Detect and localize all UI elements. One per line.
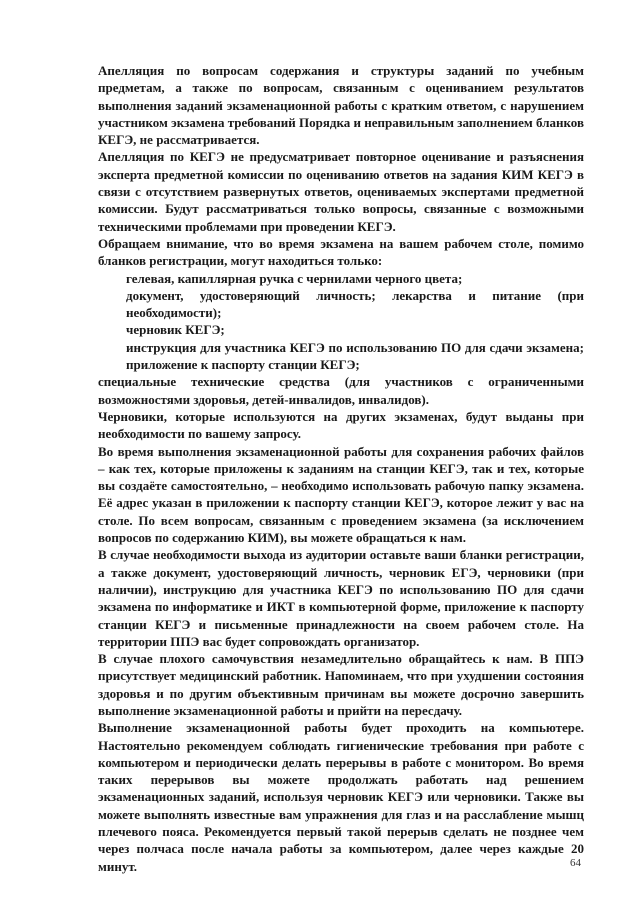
paragraph-drafts: Черновики, которые используются на других экзаменах, будут выданы при необходимости по вашему запросу.: [98, 408, 584, 442]
paragraph-health: В случае плохого самочувствия незамедлительно обращайтесь к нам. В ППЭ присутствует медицинский работник. Напоминаем, что при ухудшении состояния здоровья и по другим объективным причинам вы можете досрочно завершить выполнение экзаменационной работы и прийти на пересдачу.: [98, 651, 584, 718]
allowed-items-list: [98, 270, 584, 408]
list-item: черновик КЕГЭ;: [126, 322, 225, 338]
paragraph-work-folder: Во время выполнения экзаменационной работы для сохранения рабочих файлов – как тех, которые приложены к заданиям на станции КЕГЭ, так и тех, которые вы создаёте самостоятельно, – необходимо использовать рабочую папку экзамена. Её адрес указан в приложении к паспорту станции КЕГЭ, которое лежит у вас на столе. По всем вопросам, связанным с проведением экзамена (за исключением вопросов по содержанию КИМ), вы можете обращаться к нам.: [98, 443, 584, 546]
paragraph-appeal-content: Апелляция по вопросам содержания и структуры заданий по учебным предметам, а также по вопросам, связанным с оцениванием результатов выполнения заданий экзаменационной работы с кратким ответом, с нарушением участником экзамена требований Порядка и неправильным заполнением бланков КЕГЭ, не рассматривается.: [98, 63, 584, 148]
paragraph-appeal-kege: Апелляция по КЕГЭ не предусматривает повторное оценивание и разъяснения эксперта предметной комиссии по оцениванию ответов на задания КИМ КЕГЭ в связи с отсутствием развернутых ответов, оцениваемых экспертами предметной комиссии. Будут рассматриваться только вопросы, связанные с возможными техническими проблемами при проведении КЕГЭ.: [98, 149, 584, 234]
body-text: [98, 62, 584, 875]
paragraph-desk-items-intro: Обращаем внимание, что во время экзамена на вашем рабочем столе, помимо бланков регистрации, могут находиться только:: [98, 235, 584, 269]
paragraph-computer-breaks: Выполнение экзаменационной работы будет проходить на компьютере. Настоятельно рекомендуем соблюдать гигиенические требования при работе с компьютером и периодически делать перерывы в работе с монитором. Во время таких перерывов вы можете продолжать работать над решением экзаменационных заданий, используя черновик КЕГЭ или черновики. Также вы можете выполнять известные вам упражнения для глаз и на расслабление мышц плечевого пояса. Рекомендуется первый такой перерыв сделать не позднее чем через полчаса после начала работы за компьютером, далее через каждые 20 минут.: [98, 720, 584, 874]
list-item: инструкция для участника КЕГЭ по использованию ПО для сдачи экзамена; приложение к паспорту станции КЕГЭ;: [126, 339, 584, 373]
list-item: документ, удостоверяющий личность; лекарства и питание (при необходимости);: [126, 287, 584, 321]
page-number: 64: [570, 857, 581, 869]
paragraph-leaving-room: В случае необходимости выхода из аудитории оставьте ваши бланки регистрации, а также документ, удостоверяющий личность, черновик ЕГЭ, черновики (при наличии), инструкцию для участника КЕГЭ по использованию ПО для сдачи экзамена по информатике и ИКТ в компьютерной форме, приложение к паспорту станции КЕГЭ и письменные принадлежности на своем рабочем столе. На территории ППЭ вас будет сопровождать организатор.: [98, 547, 584, 649]
list-item: гелевая, капиллярная ручка с чернилами черного цвета;: [126, 270, 463, 286]
list-item: специальные технические средства (для участников с ограниченными возможностями здоровья, детей-инвалидов, инвалидов).: [98, 374, 584, 407]
